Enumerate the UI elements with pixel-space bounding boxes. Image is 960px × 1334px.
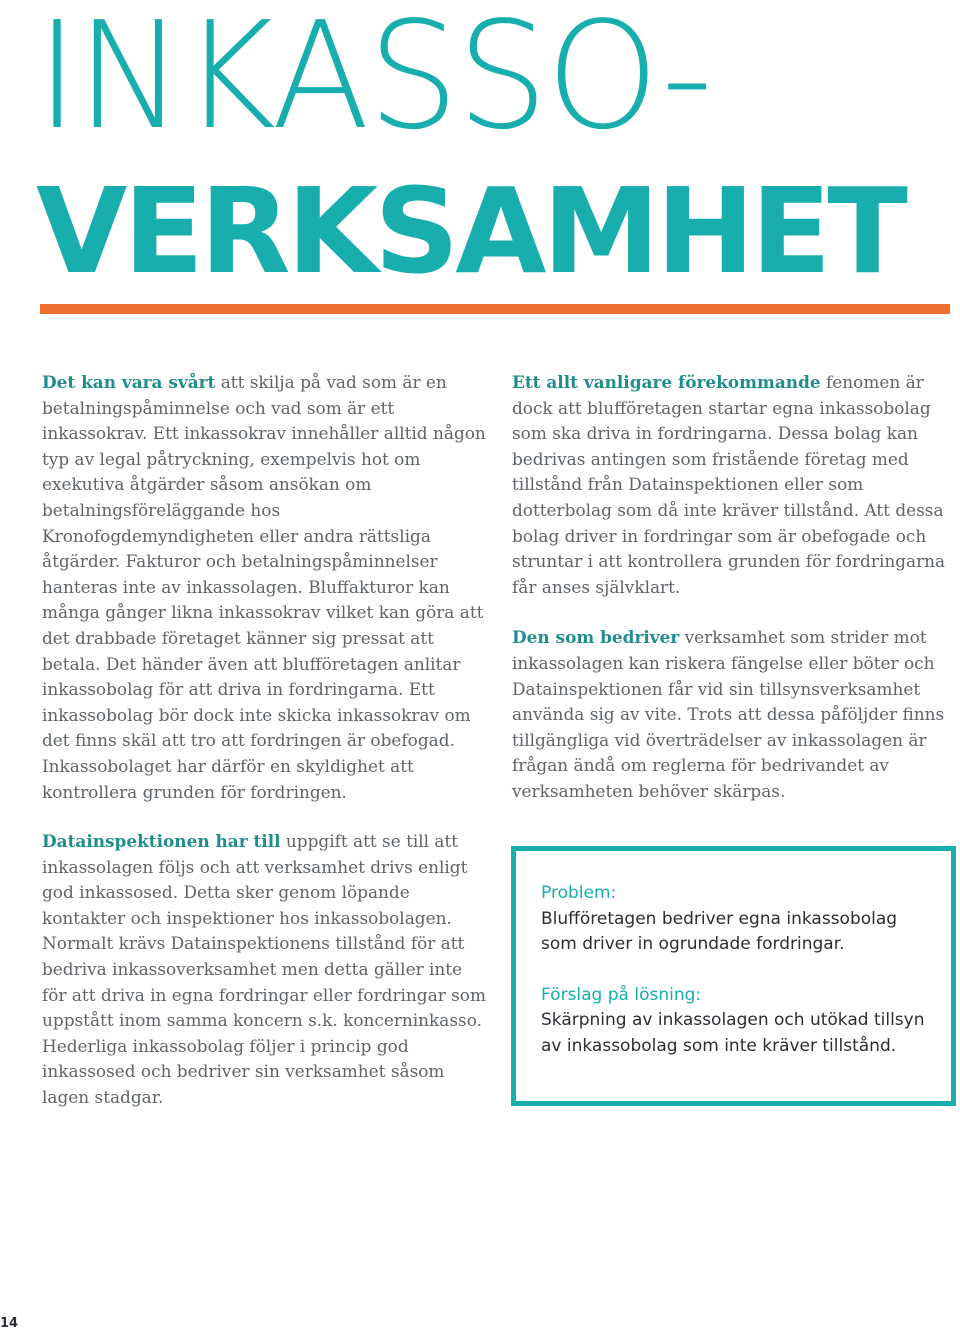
paragraph-text: verksamhet som strider mot inkassolagen kan riskera fängelse eller böter och Datainspektionen får vid sin tillsynsverksamhet använda sig av vite. Trots att dessa påföljder finns tillgängliga vid överträdelser av inkassolagen är frågan ändå om reglerna för bedrivandet av verksamheten behöver skärpas.	[512, 627, 945, 801]
paragraph-text: fenomen är dock att blufföretagen startar egna inkassobolag som ska driva in fordringarna. Dessa bolag kan bedrivas antingen som fristående företag med tillstånd från Datainspektionen eller som dotterbolag som då inte kräver tillstånd. Att dessa bolag driver in fordringar som är obefogade och struntar i att kontrollera grunden för fordringarna får anses självklart.	[512, 372, 946, 597]
paragraph-lead: Ett allt vanligare förekommande	[512, 372, 821, 392]
solution-text: Skärpning av inkassolagen och utökad tillsyn av inkassobolag som inte kräver tillstånd.	[541, 1010, 925, 1056]
left-column-paragraph-1	[42, 370, 487, 805]
paragraph-lead: Datainspektionen har till	[42, 831, 281, 851]
paragraph-text: uppgift att se till att inkassolagen följs och att verksamhet drivs enligt god inkassosed. Detta sker genom löpande kontakter och inspektioner hos inkassobolagen. Normalt krävs Datainspektionens tillstånd för att bedriva inkassoverksamhet men detta gäller inte för att driva in egna fordringar eller fordringar som uppstått inom samma koncern s.k. koncerninkasso. Hederliga inkassobolag följer i princip god inkassosed och bedriver sin verksamhet såsom lagen stadgar.	[42, 831, 486, 1107]
paragraph-text: att skilja på vad som är en betalningspåminnelse och vad som är ett inkassokrav. Ett inkassokrav innehåller alltid någon typ av legal påtryckning, exempelvis hot om exekutiva åtgärder såsom ansökan om betalningsföreläggande hos Kronofogdemyndigheten eller andra rättsliga åtgärder. Fakturor och betalningspåminnelser hanteras inte av inkassolagen. Bluffakturor kan många gånger likna inkassokrav vilket kan göra att det drabbade företaget känner sig pressat att betala. Det händer även att blufföretagen anlitar inkassobolag för att driva in fordringarna. Ett inkassobolag bör dock inte skicka inkassokrav om det finns skäl att tro att fordringen är obefogad. Inkassobolaget har därför en skyldighet att kontrollera grunden för fordringen.	[42, 372, 486, 802]
page-title-line-1: INKASSO-	[36, 0, 712, 162]
left-column-paragraph-2	[42, 829, 487, 1111]
paragraph-lead: Det kan vara svårt	[42, 372, 216, 392]
orange-divider	[40, 304, 950, 314]
page-title-line-2: VERKSAMHET	[36, 162, 904, 300]
problem-solution-box	[511, 846, 956, 1106]
paragraph-lead: Den som bedriver	[512, 627, 680, 648]
page-number: 14	[0, 1316, 19, 1331]
problem-label: Problem:	[541, 883, 617, 903]
right-column	[512, 370, 957, 805]
problem-text: Blufföretagen bedriver egna inkassobolag som driver in ogrundade fordringar.	[541, 908, 898, 955]
solution-label: Förslag på lösning:	[541, 984, 702, 1005]
